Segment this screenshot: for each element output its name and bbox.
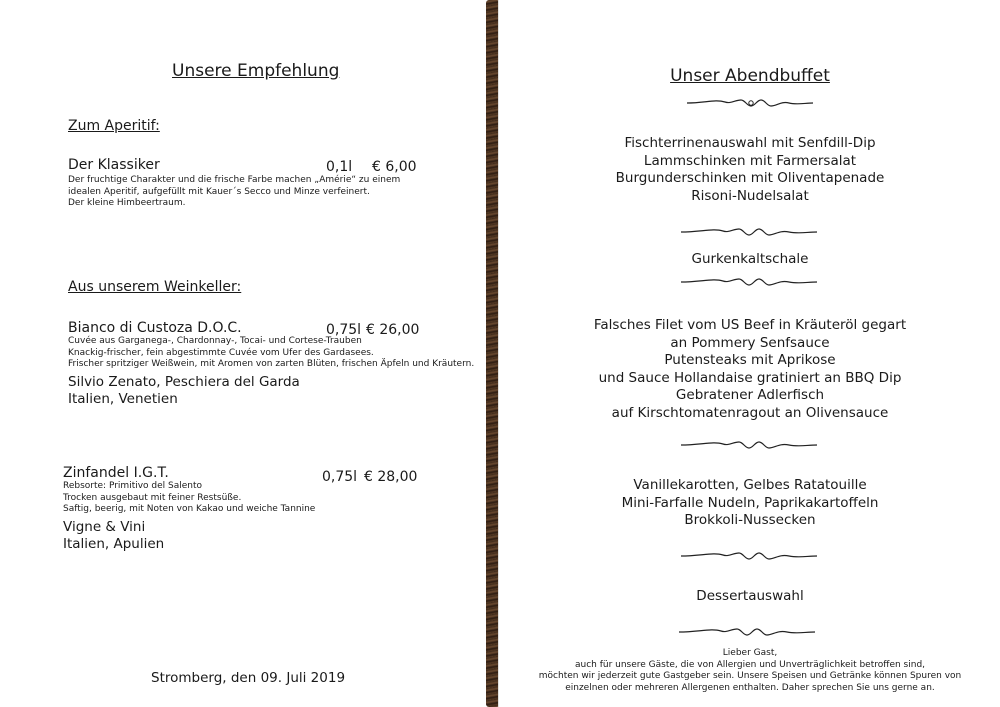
right-page: [498, 0, 1000, 707]
wine1-description: Cuvée aus Garganega-, Chardonnay-, Tocai- und Cortese-Trauben Knackig-frischer, fein abgestimmte Cuvée vom Ufer des Gardasees. Frischer spritziger Weißwein, mit Aromen von zarten Blüten, frischen Äpfeln und Kräutern.: [68, 336, 475, 369]
aperitif-description: Der fruchtige Charakter und die frische Farbe machen „Amérie“ zu einem idealen Aperitif, aufgefüllt mit Kauer´s Secco und Minze verfeinert. Der kleine Himbeertraum.: [68, 175, 401, 208]
wine2-volume: 0,75l: [322, 469, 358, 485]
aperitif-volume: 0,1l: [326, 159, 353, 175]
buffet-section-sides: Vanillekarotten, Gelbes Ratatouille Mini-Farfalle Nudeln, Paprikakartoffeln Brokkoli-Nussecken: [621, 477, 879, 529]
wine2-region: Italien, Apulien: [63, 536, 165, 552]
wine1-region: Italien, Venetien: [68, 391, 178, 407]
flourish-divider-icon: [679, 225, 819, 239]
flourish-divider-icon: [685, 96, 815, 110]
wine1-price: € 26,00: [366, 322, 420, 338]
wine2-description: Rebsorte: Primitivo del Salento Trocken ausgebaut mit feiner Restsüße. Saftig, beerig, mit Noten von Kakao und weiche Tannine: [63, 481, 316, 514]
aperitif-name: Der Klassiker: [68, 157, 160, 173]
wine1-producer: Silvio Zenato, Peschiera del Garda: [68, 374, 300, 390]
flourish-divider-icon: [677, 625, 817, 639]
wine2-name: Zinfandel I.G.T.: [63, 465, 169, 481]
buffet-section-starters: Fischterrinenauswahl mit Senfdill-Dip Lammschinken mit Farmersalat Burgunderschinken mit Oliventapenade Risoni-Nudelsalat: [615, 135, 885, 204]
aperitif-price: € 6,00: [372, 159, 417, 175]
flourish-divider-icon: [679, 275, 819, 289]
buffet-section-soup: Gurkenkaltschale: [691, 251, 809, 267]
page-title-left: Unsere Empfehlung: [172, 61, 340, 81]
page-title-right: Unser Abendbuffet: [670, 66, 830, 86]
footer-date: Stromberg, den 09. Juli 2019: [151, 670, 346, 686]
wine-heading: Aus unserem Weinkeller:: [68, 279, 242, 295]
buffet-section-dessert: Dessertauswahl: [696, 588, 804, 604]
aperitif-heading: Zum Aperitif:: [68, 118, 160, 134]
allergen-note: Lieber Gast, auch für unsere Gäste, die von Allergien und Unverträglichkeit betroffen sind, möchten wir jederzeit gute Gastgeber sein. Unsere Speisen und Getränke können Spuren von einzelnen oder mehreren Allergenen enthalten. Daher sprechen Sie uns gerne an.: [538, 648, 962, 693]
flourish-divider-icon: [679, 549, 819, 563]
wine1-volume: 0,75l: [326, 322, 362, 338]
flourish-divider-icon: [679, 438, 819, 452]
wine2-producer: Vigne & Vini: [63, 519, 146, 535]
wine2-price: € 28,00: [364, 469, 418, 485]
wine1-name: Bianco di Custoza D.O.C.: [68, 320, 242, 336]
left-page: [0, 0, 489, 707]
buffet-section-mains: Falsches Filet vom US Beef in Kräuteröl gegart an Pommery Senfsauce Putensteaks mit Aprikose und Sauce Hollandaise gratiniert an BBQ Dip Gebratener Adlerfisch auf Kirschtomatenragout an Olivensauce: [593, 317, 907, 421]
